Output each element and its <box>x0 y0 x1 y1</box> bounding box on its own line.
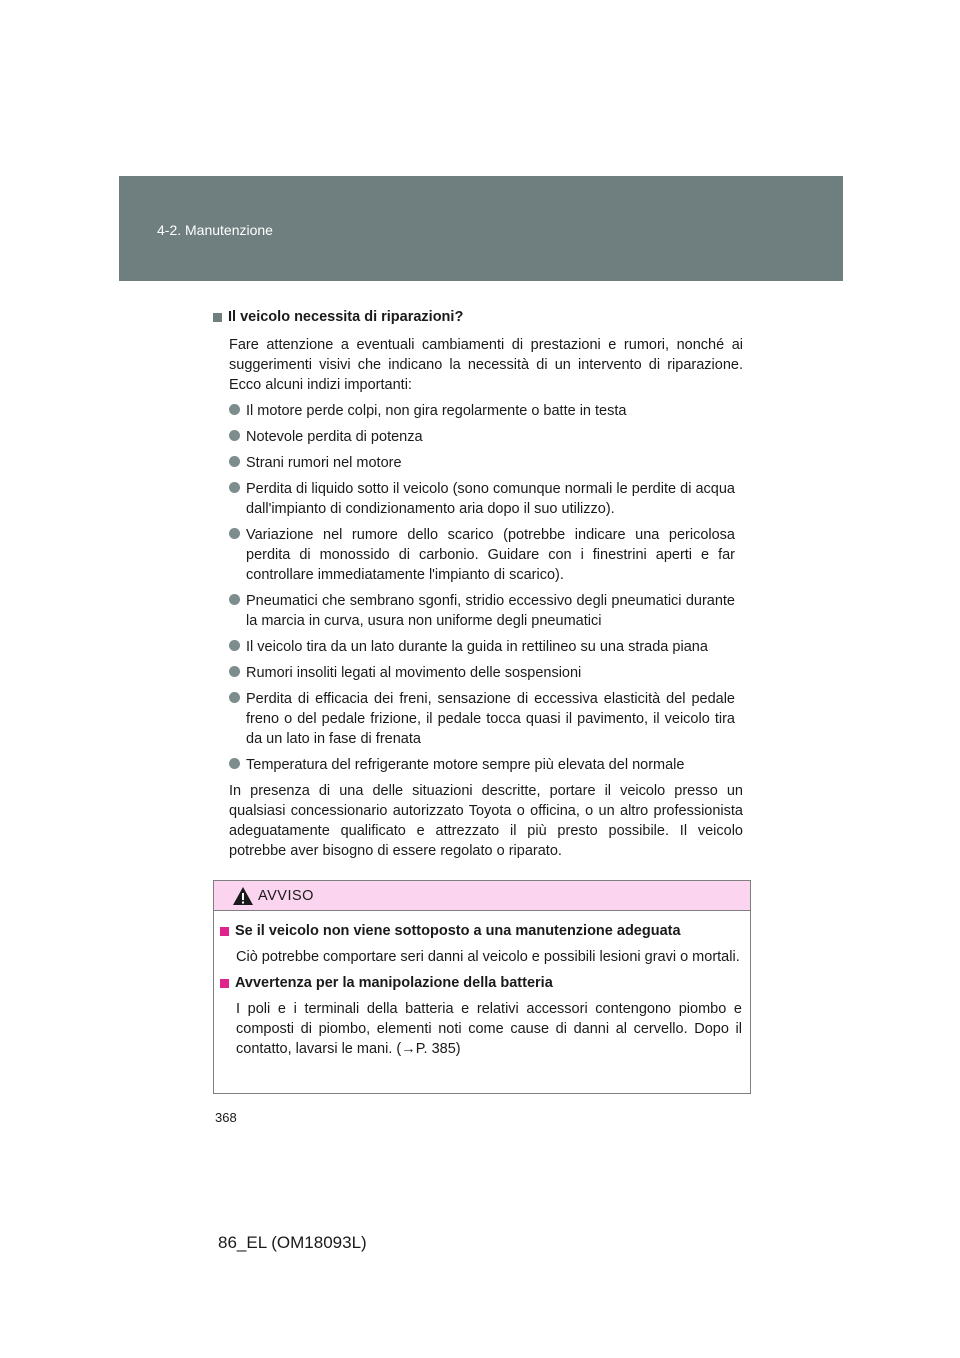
list-item-text: Il motore perde colpi, non gira regolarmente o batte in testa <box>246 403 627 419</box>
circle-bullet-icon <box>229 528 242 541</box>
list-item-text: Variazione nel rumore dello scarico (potrebbe indicare una pericolosa perdita di monossido di carbonio. Guidare con i finestrini aperti e far controllare immediatamente l'impianto di scarico). <box>246 527 735 583</box>
warning-item-heading-text: Avvertenza per la manipolazione della batteria <box>235 975 553 991</box>
warning-item-text: I poli e i terminali della batteria e relativi accessori contengono piombo e composti di piombo, elementi noti come cause di danni al cervello. Dopo il contatto, lavarsi le mani. (→P. 385) <box>236 1001 742 1057</box>
list-item <box>229 591 743 631</box>
list-item-text: Pneumatici che sembrano sgonfi, stridio eccessivo degli pneumatici durante la marcia in curva, usura non uniforme degli pneumatici <box>246 593 735 629</box>
section-title: 4-2. Manutenzione <box>157 222 273 238</box>
list-item <box>229 663 743 683</box>
warning-body <box>214 911 750 1059</box>
list-item-text: Il veicolo tira da un lato durante la guida in rettilineo su una strada piana <box>246 639 708 655</box>
circle-bullet-icon <box>229 404 242 417</box>
header-band <box>119 176 843 281</box>
list-item-text: Perdita di liquido sotto il veicolo (sono comunque normali le perdite di acqua dall'impianto di condizionamento aria dopo il suo utilizzo). <box>246 481 735 517</box>
warning-item-text: Ciò potrebbe comportare seri danni al veicolo e possibili lesioni gravi o mortali. <box>236 949 740 965</box>
circle-bullet-icon <box>229 692 242 705</box>
list-item <box>229 453 743 473</box>
circle-bullet-icon <box>229 482 242 495</box>
warning-title: AVVISO <box>258 887 314 904</box>
circle-bullet-icon <box>229 456 242 469</box>
list-item-text: Strani rumori nel motore <box>246 455 402 471</box>
warning-triangle-icon <box>232 886 254 906</box>
square-marker-icon <box>220 979 229 988</box>
warning-item-heading <box>220 973 742 993</box>
warning-box <box>213 880 751 1094</box>
list-item-text: Perdita di efficacia dei freni, sensazione di eccessiva elasticità del pedale freno o del pedale frizione, il pedale tocca quasi il pavimento, il veicolo tira da un lato in fase di frenata <box>246 691 735 747</box>
document-code: 86_EL (OM18093L) <box>218 1233 367 1252</box>
page-number: 368 <box>215 1110 237 1125</box>
warning-item-heading-text: Se il veicolo non viene sottoposto a una manutenzione adeguata <box>235 923 681 939</box>
list-item <box>229 755 743 775</box>
list-item <box>229 637 743 657</box>
circle-bullet-icon <box>229 758 242 771</box>
main-content <box>213 307 743 861</box>
circle-bullet-icon <box>229 430 242 443</box>
square-marker-icon <box>213 313 222 322</box>
list-item-text: Rumori insoliti legati al movimento delle sospensioni <box>246 665 582 681</box>
section-heading-text: Il veicolo necessita di riparazioni? <box>228 309 464 325</box>
section-heading <box>213 307 743 327</box>
list-item <box>229 689 743 749</box>
list-item <box>229 479 743 519</box>
list-item <box>229 401 743 421</box>
symptom-list <box>213 401 743 775</box>
warning-header <box>214 881 750 911</box>
square-marker-icon <box>220 927 229 936</box>
circle-bullet-icon <box>229 666 242 679</box>
list-item <box>229 525 743 585</box>
list-item <box>229 427 743 447</box>
circle-bullet-icon <box>229 640 242 653</box>
circle-bullet-icon <box>229 594 242 607</box>
list-item-text: Notevole perdita di potenza <box>246 429 423 445</box>
list-item-text: Temperatura del refrigerante motore sempre più elevata del normale <box>246 757 685 773</box>
closing-paragraph: In presenza di una delle situazioni descritte, portare il veicolo presso un qualsiasi concessionario autorizzato Toyota o officina, o un altro professionista adeguatamente qualificato e attrezzato il più presto possibile. Il veicolo potrebbe aver bisogno di essere regolato o riparato. <box>229 783 743 859</box>
warning-item-heading <box>220 921 742 941</box>
intro-paragraph: Fare attenzione a eventuali cambiamenti di prestazioni e rumori, nonché ai suggerimenti visivi che indicano la necessità di un intervento di riparazione. Ecco alcuni indizi importanti: <box>229 337 743 393</box>
